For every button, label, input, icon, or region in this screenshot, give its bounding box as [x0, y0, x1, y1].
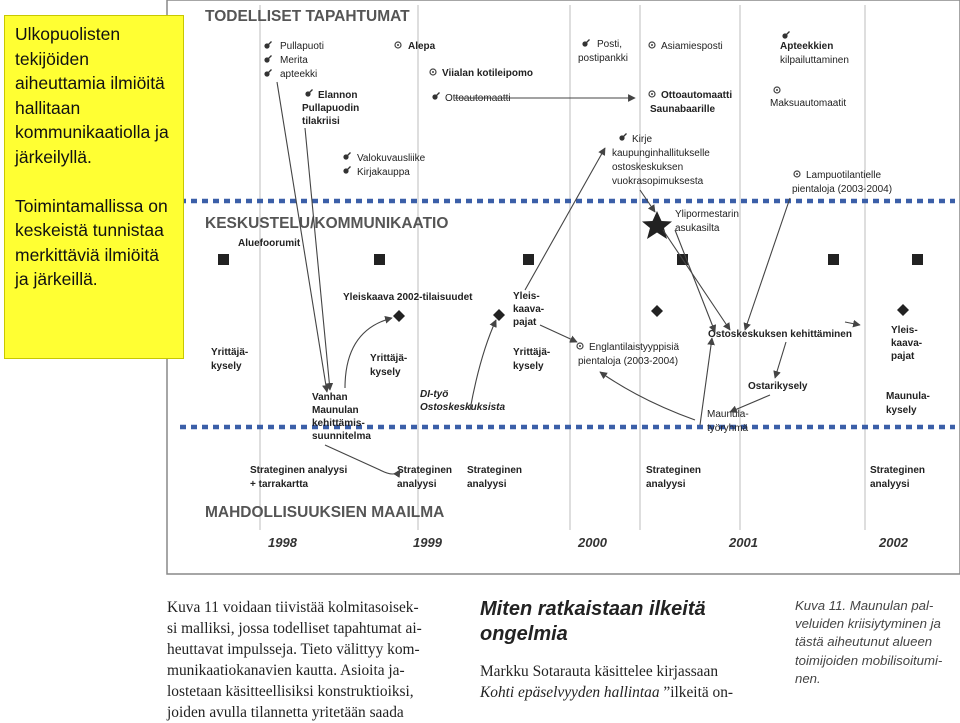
yrittaja-1b: kysely	[211, 361, 242, 372]
caption-line: si malliksi, jossa todelliset tapahtumat ai-	[167, 620, 422, 637]
figure-caption-line: toimijoiden mobilisoitumi-	[795, 652, 943, 668]
maunulakysely-2: kysely	[886, 405, 917, 416]
vanhan-2: Maunulan	[312, 405, 359, 416]
maunulakysely-1: Maunula-	[886, 391, 930, 402]
year-1998: 1998	[268, 535, 297, 550]
event-merita: Merita	[280, 55, 308, 66]
caption-line: joiden avulla tilannetta yritetään saada	[167, 704, 404, 721]
event-viialan: Viialan kotileipomo	[442, 68, 533, 79]
event-maksuautomaatit: Maksuautomaatit	[770, 98, 847, 109]
vanhan-1: Vanhan	[312, 392, 348, 403]
figure-caption-line: Kuva 11. Maunulan pal-	[795, 598, 934, 613]
strat-1b: + tarrakartta	[250, 479, 309, 490]
event-kirje-2: kaupunginhallitukselle	[612, 148, 710, 159]
section-title-communication: KESKUSTELU/KOMMUNIKAATIO	[205, 215, 449, 232]
caption-line: Kuva 11 voidaan tiivistää kolmitasoisek-	[167, 599, 419, 616]
yleiskaava-pajat-2: kaava-	[513, 304, 545, 315]
yleiskaava-pajat-3: pajat	[513, 317, 537, 328]
section-title-real-events: TODELLISET TAPAHTUMAT	[205, 8, 410, 25]
yrittaja-3a: Yrittäjä-	[513, 347, 551, 358]
yleiskaava-right-2: kaava-	[891, 338, 923, 349]
ditoy-1: DI-työ	[420, 389, 449, 400]
strat-1a: Strateginen analyysi	[250, 465, 348, 476]
strat-3a: Strateginen	[467, 465, 523, 476]
strat-3b: analyysi	[467, 479, 507, 490]
event-elannon-1: Elannon	[318, 90, 358, 101]
event-lampuotilan-2: pientaloja (2003-2004)	[792, 184, 893, 195]
englantilais-1: Englantilaistyyppisiä	[589, 342, 680, 353]
article-body	[480, 661, 780, 703]
strat-2b: analyysi	[397, 479, 437, 490]
yrittaja-2b: kysely	[370, 367, 401, 378]
body-line-2	[480, 682, 780, 703]
aluefoorumit-label: Aluefoorumit	[238, 238, 301, 249]
event-pullapuoti: Pullapuoti	[280, 41, 324, 52]
caption-column-2	[480, 597, 780, 703]
caption-line: lostetaan käsitteellisiksi konstruktioiksi,	[167, 683, 414, 700]
section-title-possibilities: MAHDOLLISUUKSIEN MAAILMA	[205, 504, 445, 521]
caption-column-1	[167, 597, 462, 723]
note-paragraph-1: Ulkopuolisten tekijöiden aiheuttamia ilmiöitä hallitaan kommunikaatiolla ja järkeilyllä.	[15, 24, 169, 167]
event-valokuvausliike: Valokuvausliike	[357, 153, 426, 164]
body-line-1: Markku Sotarauta käsittelee kirjassaan	[480, 663, 719, 680]
annotation-note	[4, 15, 184, 359]
heading-line-2: ongelmia	[480, 623, 568, 645]
caption-line: heuttavat impulsseja. Tieto välittyy kom-	[167, 641, 420, 658]
strat-2a: Strateginen	[397, 465, 453, 476]
ostarikysely-label: Ostarikysely	[748, 381, 808, 392]
yliporm-label-1: Ylipormestarin	[675, 209, 739, 220]
event-otto-sauna-2: Saunabaarille	[650, 104, 716, 115]
body-line-2-rest: ”ilkeitä on-	[659, 684, 734, 701]
event-elannon-2: Pullapuodin	[302, 103, 360, 114]
englantilais-2: pientaloja (2003-2004)	[578, 356, 679, 367]
yliporm-label-2: asukasilta	[675, 223, 720, 234]
event-apteekki: apteekki	[280, 69, 318, 80]
yleiskaava-right-3: pajat	[891, 351, 915, 362]
ostoskeskus-label: Ostoskeskuksen kehittäminen	[708, 329, 852, 340]
event-posti: Posti,	[597, 39, 623, 50]
vanhan-4: suunnitelma	[312, 431, 371, 442]
maunula-tyory-2: työryhmä	[707, 423, 749, 434]
yrittaja-3b: kysely	[513, 361, 544, 372]
event-kilpailuttaminen: kilpailuttaminen	[780, 55, 849, 66]
maunula-tyory-1: Maunula-	[707, 409, 749, 420]
caption-column-3	[795, 597, 960, 688]
strat-4b: analyysi	[646, 479, 686, 490]
event-elannon-3: tilakriisi	[302, 116, 340, 127]
strat-5a: Strateginen	[870, 465, 926, 476]
yleiskaava-right-1: Yleis-	[891, 325, 918, 336]
event-alepa: Alepa	[408, 41, 436, 52]
yrittaja-1a: Yrittäjä-	[211, 347, 249, 358]
figure-caption-line: nen.	[795, 670, 821, 686]
event-otto-sauna-1: Ottoautomaatti	[661, 90, 733, 101]
year-2002: 2002	[879, 535, 908, 550]
vanhan-3: kehittämis-	[312, 418, 365, 429]
event-kirje-4: vuokrasopimuksesta	[612, 176, 704, 187]
event-ottoautomaatti: Ottoautomaatti	[445, 93, 511, 104]
year-1999: 1999	[413, 535, 442, 550]
figure-caption-line: veluiden kriisiytyminen ja	[795, 616, 941, 632]
event-postipankki: postipankki	[578, 53, 629, 64]
event-kirje-1: Kirje	[632, 134, 653, 145]
figure-caption-line: tästä aiheutunut alueen	[795, 634, 933, 650]
yrittaja-2a: Yrittäjä-	[370, 353, 408, 364]
caption-line: munikaatiokanavien kautta. Asioita ja-	[167, 662, 405, 679]
event-asiamiesposti: Asiamiesposti	[661, 41, 723, 52]
strat-5b: analyysi	[870, 479, 910, 490]
year-2001: 2001	[729, 535, 758, 550]
book-title: Kohti epäselvyyden hallintaa	[480, 684, 660, 701]
heading-line-1: Miten ratkaistaan ilkeitä	[480, 598, 706, 620]
note-paragraph-2: Toimintamallissa on keskeistä tunnistaa merkittäviä ilmiöitä ja järkeillä.	[15, 195, 168, 290]
ditoy-2: Ostoskeskuksista	[420, 402, 506, 413]
event-kirje-3: ostoskeskuksen	[612, 162, 684, 173]
event-kirjakauppa: Kirjakauppa	[357, 167, 410, 178]
article-heading	[480, 597, 780, 647]
yleiskaava-tilaisuudet-label: Yleiskaava 2002-tilaisuudet	[343, 292, 473, 303]
event-apteekkien: Apteekkien	[780, 41, 834, 52]
yleiskaava-pajat-1: Yleis-	[513, 291, 540, 302]
strat-4a: Strateginen	[646, 465, 702, 476]
event-lampuotilan-1: Lampuotilantielle	[806, 170, 882, 181]
year-2000: 2000	[578, 535, 607, 550]
